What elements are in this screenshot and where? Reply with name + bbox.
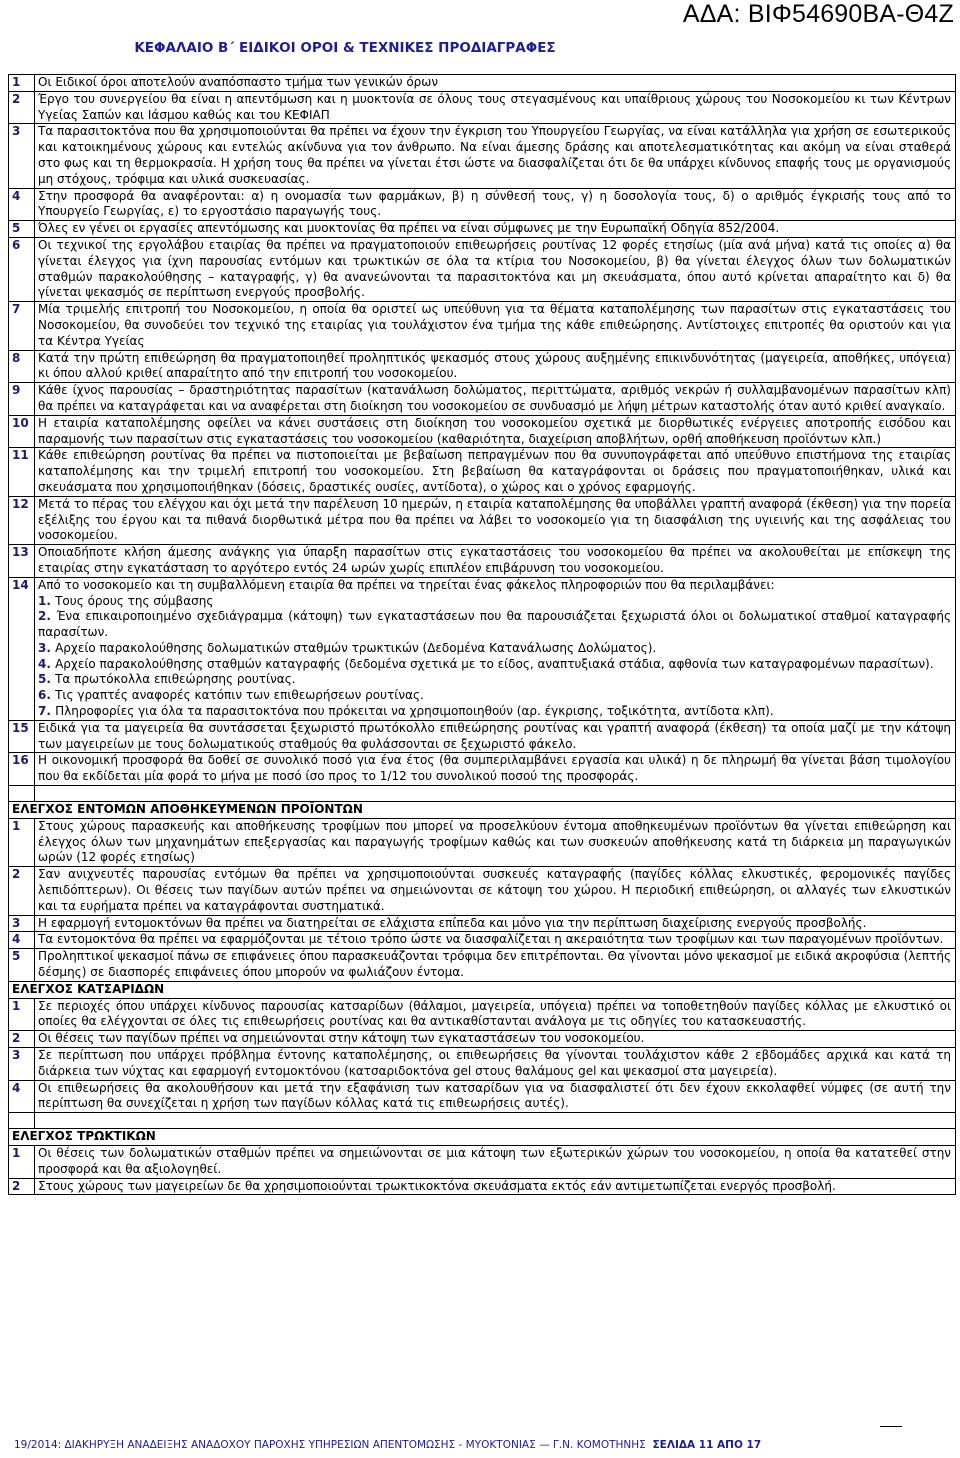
folder-content-item: 4. Αρχείο παρακολούθησης σταθμών καταγραφής (δεδομένα σχετικά με το είδος, αναπτυξιακά στάδια, αφθονία των καταγραφομένων παρασίτων). [38,656,934,671]
folder-content-item: 7. Πληροφορίες για όλα τα παρασιτοκτόνα που πρόκειται να χρησιμοποιηθούν (αρ. έγκρισης, τοξικότητα, αντίδοτα κλπ). [38,704,774,719]
general-term-row [9,720,956,753]
item-text: Κάθε επιθεώρηση ρουτίνας θα πρέπει να πιστοποιείται με βεβαίωση πεπραγμένων που θα συνυπογράφεται από υπεύθυνο επιστήμονα της εταιρίας καταπολέμησης και την τριμελή επιτροπή του νοσοκομείου. Στη βεβαίωση θα καταγράφονται οι δράσεις που πραγματοποιήθηκαν, υλικά και σκευάσματα που χρησιμοποιήθηκαν (δόσεις, δραστικές ουσίες, αντίδοτα), ο χώρος και ο χρόνος εφαρμογής. [35,448,956,496]
section-term-row [9,1178,956,1195]
general-term-row [9,496,956,544]
item-number: 1 [9,75,35,92]
general-term-row [9,188,956,221]
section-term-row [9,932,956,949]
item-number: 1 [9,1146,35,1179]
general-term-row [9,221,956,238]
folder-content-item: 1. Τους όρους της σύμβασης [38,593,214,608]
blank-row [9,786,956,802]
item-text: Στην προσφορά θα αναφέρονται: α) η ονομασία των φαρμάκων, β) η σύνθεσή τους, γ) η δοσολογία τους, δ) ο αριθμός έγκρισής τους από το Υπουργείο Γεωργίας, ε) το εργοστάσιο παραγωγής τους. [35,188,956,221]
folder-content-item: 2. Ένα επικαιροποιημένο σχεδιάγραμμα (κάτοψη) των εγκαταστάσεων που θα παρουσιάζεται ξεχωριστά όλοι οι δολωματικοί σταθμοί καταγραφής παρασίτων. [38,609,951,640]
section-term-row [9,998,956,1031]
item-text: Στους χώρους παρασκευής και αποθήκευσης τροφίμων που μπορεί να προσελκύουν έντομα αποθηκευμένων προϊόντων θα γίνεται επιθεώρηση και έλεγχος όλων των μηχανημάτων επεξεργασίας και παραγωγής τροφίμων καθώς και των συσκευών αποθήκευσης κατά τη διάρκεια μη παραγωγικών ωρών (12 φορές ετησίως) [35,818,956,866]
section-heading: ΕΛΕΓΧΟΣ ΚΑΤΣΑΡΙΔΩΝ [9,981,956,998]
item-number: 15 [9,720,35,753]
item-text: Κάθε ίχνος παρουσίας – δραστηριότητας παρασίτων (κατανάλωση δολώματος, περιττώματα, αριθμός νεκρών ή συλλαμβανομένων παρασίτων κλπ) θα πρέπει να καταγράφεται και να αναφέρεται στη διοίκηση του νοσοκομείου σε συνδυασμό με λήψη μέτρων καταστολής όταν αυτό κριθεί αναγκαίο. [35,383,956,416]
footer-dash [880,1426,902,1427]
section-term-row [9,1048,956,1081]
folder-content-item: 3. Αρχείο παρακολούθησης δολωματικών σταθμών τρωκτικών (Δεδομένα Κατανάλωσης Δολώματος). [38,640,657,655]
general-term-row [9,753,956,786]
footer-text: 19/2014: ΔΙΑΚΗΡΥΞΗ ΑΝΑΔΕΙΞΗΣ ΑΝΑΔΟΧΟΥ ΠΑΡΟΧΗΣ ΥΠΗΡΕΣΙΩΝ ΑΠΕΝΤΟΜΩΣΗΣ - ΜΥΟΚΤΟΝΙΑΣ — Γ.Ν. ΚΟΜΟΤΗΝΗΣ [14,1439,646,1451]
item-number: 10 [9,415,35,448]
item-text: Μία τριμελής επιτροπή του Νοσοκομείου, η οποία θα οριστεί ως υπεύθυνη για τα θέματα καταπολέμησης των παρασίτων στις εγκαταστάσεις του Νοσοκομείου, θα συνοδεύει τον τεχνικό της εταιρίας για τουλάχιστον ένα τμήμα της κάθε επιθεώρησης. Αντίστοιχες επιτροπές θα οριστούν και για τα Κέντρα Υγείας [35,302,956,350]
section-heading-row [9,981,956,998]
item-number: 5 [9,221,35,238]
item-text: Μετά το πέρας του ελέγχου και όχι μετά την παρέλευση 10 ημερών, η εταιρία καταπολέμησης θα υποβάλλει γραπτή αναφορά (έκθεση) για την πορεία εξέλιξης του έργου και τα πιθανά διορθωτικά μέτρα που θα πρέπει να λάβει το νοσοκομείο για τη διασφάλιση της υγιεινής και της ασφάλειας του νοσοκομείου. [35,496,956,544]
item-text: Όλες εν γένει οι εργασίες απεντόμωσης και μυοκτονίας θα πρέπει να είναι σύμφωνες με την Ευρωπαϊκή Οδηγία 852/2004. [35,221,956,238]
chapter-title: ΚΕΦΑΛΑΙΟ Β΄ ΕΙΔΙΚΟΙ ΟΡΟΙ & ΤΕΧΝΙΚΕΣ ΠΡΟΔΙΑΓΡΑΦΕΣ [134,40,556,56]
item-number: 4 [9,1080,35,1113]
item-number: 1 [9,818,35,866]
terms-table [8,74,956,1195]
page-footer [14,1439,761,1451]
general-term-row [9,383,956,416]
item-number: 2 [9,867,35,915]
item-text: Ειδικά για τα μαγειρεία θα συντάσσεται ξεχωριστό πρωτόκολλο επιθεώρησης ρουτίνας και γραπτή αναφορά (έκθεση) τα οποία μαζί με την κάτοψη των μαγειρείων με τους δολωματικούς σταθμούς θα φυλάσσονται σε ξεχωριστό φάκελο. [35,720,956,753]
ada-code: ΑΔΑ: ΒΙΦ54690ΒΑ-Θ4Ζ [682,0,954,28]
item-number: 2 [9,1178,35,1195]
item-number: 9 [9,383,35,416]
item-text: Η εταιρία καταπολέμησης οφείλει να κάνει συστάσεις στη διοίκηση του νοσοκομείου σχετικά με διορθωτικές ενέργειες αποτροπής εισόδου και παραμονής των παρασίτων στις εγκαταστάσεις του νοσοκομείου (καθαριότητα, διαχείριση αποβλήτων, ορθή αποθήκευση προϊόντων κλπ.) [35,415,956,448]
item-text: Προληπτικοί ψεκασμοί πάνω σε επιφάνειες όπου παρασκευάζονται τρόφιμα δεν επιτρέπονται. Θα γίνονται μόνο ψεκασμοί με ειδικά ακροφύσια (λεπτής δέσμης) σε διασπορές επιφάνειες όπου μπορούν να φωλιάζουν έντομα. [35,949,956,982]
general-term-row [9,545,956,578]
item-number: 4 [9,188,35,221]
section-term-row [9,867,956,915]
blank-row [9,1113,956,1129]
folder-content-item: 5. Τα πρωτόκολλα επιθεώρησης ρουτίνας. [38,672,296,687]
item-text: Οι θέσεις των παγίδων πρέπει να σημειώνονται στην κάτοψη των εγκαταστάσεων του νοσοκομείου. [35,1031,956,1048]
item-text: Οι επιθεωρήσεις θα ακολουθήσουν και μετά την εξαφάνιση των κατσαρίδων για να διασφαλιστεί ότι δεν έχουν εκκολαφθεί νύμφες (σε αυτή την περίπτωση θα συνεχίζεται η χρήση των παγίδων κόλλας κατά τις επιθεωρήσεις αυτές). [35,1080,956,1113]
page-number: ΣΕΛΙΔΑ 11 ΑΠΟ 17 [652,1439,762,1451]
item-number: 8 [9,350,35,383]
item-number: 14 [9,577,35,720]
item-text: Οι Ειδικοί όροι αποτελούν αναπόσπαστο τμήμα των γενικών όρων [35,75,956,92]
item-text: Σε περίπτωση που υπάρχει πρόβλημα έντονης καταπολέμησης, οι επιθεωρήσεις θα γίνονται τουλάχιστον κάθε 2 εβδομάδες αρχικά και κατά τη διάρκεια των νύχτας και εφαρμογή εντομοκτόνου (κατσαριδοκτόνα gel στους θαλάμους gel και ψεκασμοί στα μαγειρεία). [35,1048,956,1081]
general-term-row [9,415,956,448]
item-text: Από το νοσοκομείο και τη συμβαλλόμενη εταιρία θα πρέπει να τηρείται ένας φάκελος πληροφοριών που θα περιλαμβάνει: 1. Τους όρους της σύμβασης 2. Ένα επικαιροποιημένο σχεδιάγραμμα (κάτοψη) των εγκαταστάσεων που θα παρουσιάζεται ξεχωριστά όλοι οι δολωματικοί σταθμοί καταγραφής παρασίτων. 3. Αρχείο παρακολούθησης δολωματικών σταθμών τρωκτικών (Δεδομένα Κατανάλωσης Δολώματος). 4. Αρχείο παρακολούθησης σταθμών καταγραφής (δεδομένα σχετικά με το είδος, αναπτυξιακά στάδια, αφθονία των καταγραφομένων παρασίτων). 5. Τα πρωτόκολλα επιθεώρησης ρουτίνας. 6. Τις γραπτές αναφορές κατόπιν των επιθεωρήσεων ρουτίνας. 7. Πληροφορίες για όλα τα παρασιτοκτόνα που πρόκειται να χρησιμοποιηθούν (αρ. έγκρισης, τοξικότητα, αντίδοτα κλπ). [35,577,956,720]
general-term-row [9,91,956,124]
item-number: 5 [9,949,35,982]
item-number: 16 [9,753,35,786]
item-text: Η εφαρμογή εντομοκτόνων θα πρέπει να διατηρείται σε ελάχιστα επίπεδα και μόνο για την περίπτωση διαχείρισης ενεργούς προσβολής. [35,915,956,932]
item-number: 2 [9,1031,35,1048]
general-term-row [9,237,956,301]
item-number: 12 [9,496,35,544]
item-text: Τα παρασιτοκτόνα που θα χρησιμοποιούνται θα πρέπει να έχουν την έγκριση του Υπουργείου Γεωργίας, να είναι κατάλληλα για χρήση σε εσωτερικούς και κατοικημένους χώρους και εντελώς ακίνδυνα για τον άνθρωπο. Να είναι άμεσης δράσης και αποτελεσματικότητας και ακόμη να είναι σταθερά στο φως και τη θερμοκρασία. Η χρήση τους θα πρέπει να γίνεται έτσι ώστε να διασφαλίζεται ότι δε θα υπάρχει κίνδυνος επαφής τους με οργανισμούς μη στόχους, τρόφιμα και υλικά συσκευασίας. [35,124,956,188]
item-text: Η οικονομική προσφορά θα δοθεί σε συνολικό ποσό για ένα έτος (θα συμπεριλαμβάνει εργασία και υλικά) η δε πληρωμή θα γίνεται βάση τιμολογίου που θα εκδίδεται μία φορά το μήνα με ποσό ίσο προς το 1/12 του συνολικού ποσού της προσφοράς. [35,753,956,786]
general-term-row [9,350,956,383]
item-number: 6 [9,237,35,301]
folder-content-item: 6. Τις γραπτές αναφορές κατόπιν των επιθεωρήσεων ρουτίνας. [38,688,424,703]
section-term-row [9,915,956,932]
item-text: Οι τεχνικοί της εργολάβου εταιρίας θα πρέπει να πραγματοποιούν επιθεωρήσεις ρουτίνας 12 φορές ετησίως (μία ανά μήνα) κατά τις οποίες α) θα γίνεται έλεγχος για ίχνη παρουσίας εντόμων και τρωκτικών σε όλα τα κτίρια του Νοσοκομείου, β) θα γίνεται έλεγχος όλων των δολωματικών σταθμών παρακολούθησης – καταγραφής, γ) θα ανανεώνονται τα παρασιτοκτόνα και μη σκευάσματα, όπου αυτό κρίνεται απαραίτητο και δ) θα γίνεται ψεκασμός σε περίπτωση ενεργούς προσβολής. [35,237,956,301]
item-text: Κατά την πρώτη επιθεώρηση θα πραγματοποιηθεί προληπτικός ψεκασμός στους χώρους αυξημένης επικινδυνότητας (μαγειρεία, αποθήκες, υπόγεια) κι όπου αλλού κριθεί απαραίτητο από την επιτροπή του νοσοκομείου. [35,350,956,383]
item-number: 7 [9,302,35,350]
item-text: Οι θέσεις των δολωματικών σταθμών πρέπει να σημειώνονται σε μια κάτοψη των εξωτερικών χώρων του νοσοκομείου, η οποία θα κατατεθεί στην προσφορά και θα αξιολογηθεί. [35,1146,956,1179]
item-text: Στους χώρους των μαγειρείων δε θα χρησιμοποιούνται τρωκτικοκτόνα σκευάσματα εκτός εάν αντιμετωπίζεται ενεργός προσβολή. [35,1178,956,1195]
section-term-row [9,818,956,866]
item-number: 3 [9,1048,35,1081]
item-number: 13 [9,545,35,578]
general-term-row [9,75,956,92]
item-text: Έργο του συνεργείου θα είναι η απεντόμωση και η μυοκτονία σε όλους τους στεγασμένους και υπαίθριους χώρους του Νοσοκομείου κι των Κέντρων Υγείας Σαπών και Ιάσμου καθώς και του ΚΕΦΙΑΠ [35,91,956,124]
general-term-row [9,448,956,496]
section-term-row [9,1031,956,1048]
section-heading-row [9,802,956,819]
item-text: Τα εντομοκτόνα θα πρέπει να εφαρμόζονται με τέτοιο τρόπο ώστε να διασφαλίζεται η ακεραιότητα των τροφίμων και των παραγομένων προϊόντων. [35,932,956,949]
item-number: 2 [9,91,35,124]
item-number: 4 [9,932,35,949]
item-number: 1 [9,998,35,1031]
general-term-row [9,302,956,350]
section-heading: ΕΛΕΓΧΟΣ ΤΡΩΚΤΙΚΩΝ [9,1129,956,1146]
item-number: 3 [9,124,35,188]
section-term-row [9,1146,956,1179]
item-number: 11 [9,448,35,496]
item-text: Σαν ανιχνευτές παρουσίας εντόμων θα πρέπει να χρησιμοποιούνται συσκευές καταγραφής (παγίδες κόλλας ελκυστικές, φερομονικές παγίδες λεπιδόπτερων). Οι θέσεις των παγίδων αυτών πρέπει να σημειώνονται σε κάτοψη του χώρου. Η περιοδική επιθεώρηση, οι αλλαγές των ελκυστικών και τα ευρήματα πρέπει να καταγράφονται συστηματικά. [35,867,956,915]
item-text: Οποιαδήποτε κλήση άμεσης ανάγκης για ύπαρξη παρασίτων στις εγκαταστάσεις του νοσοκομείου θα πρέπει να ακολουθείται με επίσκεψη της εταιρίας στην εγκατάσταση το αργότερο εντός 24 ωρών χωρίς επιπλέον επιβάρυνση του νοσοκομείου. [35,545,956,578]
general-term-row [9,124,956,188]
section-heading: ΕΛΕΓΧΟΣ ΕΝΤΟΜΩΝ ΑΠΟΘΗΚΕΥΜΕΝΩΝ ΠΡΟΪΟΝΤΩΝ [9,802,956,819]
section-term-row [9,1080,956,1113]
item-text: Σε περιοχές όπου υπάρχει κίνδυνος παρουσίας κατσαρίδων (θάλαμοι, μαγειρεία, υπόγεια) πρέπει να τοποθετηθούν παγίδες κόλλας με ελκυστικό οι οποίες θα ελέγχονται σε όλες τις επιθεωρήσεις ρουτίνας και θα αντικαθίστανται ανάλογα με τις οδηγίες του κατασκευαστής. [35,998,956,1031]
section-term-row [9,949,956,982]
section-heading-row [9,1129,956,1146]
general-term-row [9,577,956,720]
item-number: 3 [9,915,35,932]
